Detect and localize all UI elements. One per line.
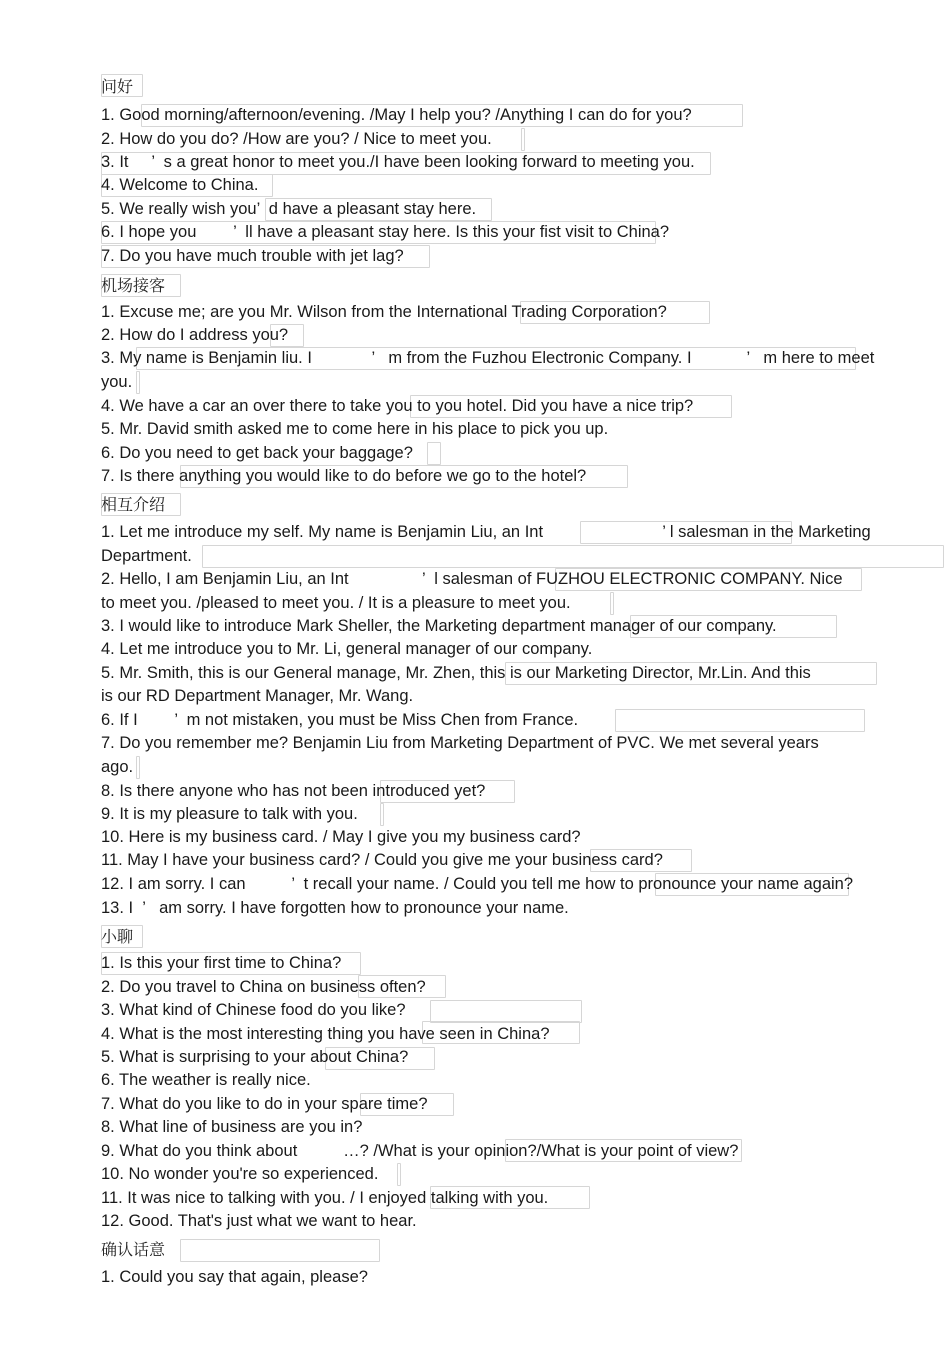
phrase-line: 10. No wonder you're so experienced. (101, 1165, 379, 1183)
phrase-line: 11. May I have your business card? / Could you give me your business card? (101, 851, 663, 869)
phrase-line: 3. My name is Benjamin liu. I ’ m from the Fuzhou Electronic Company. I ’ m here to meet (101, 349, 875, 367)
text-region-box (180, 1239, 380, 1262)
text-region-box (610, 592, 614, 615)
phrase-line: 7. Do you have much trouble with jet lag? (101, 247, 404, 265)
phrase-line: 7. What do you like to do in your spare time? (101, 1095, 428, 1113)
phrase-line: 2. Do you travel to China on business often? (101, 978, 426, 996)
text-region-box (521, 128, 525, 151)
phrase-line: Department. (101, 547, 192, 565)
phrase-line: 1. Is this your first time to China? (101, 954, 342, 972)
phrase-line: 3. I would like to introduce Mark Sheller, the Marketing department manager of our company. (101, 617, 777, 635)
phrase-line: 5. What is surprising to your about China? (101, 1048, 409, 1066)
text-region-box (136, 756, 140, 779)
text-region-box (397, 1163, 401, 1186)
phrase-line: 1. Excuse me; are you Mr. Wilson from the International Trading Corporation? (101, 303, 667, 321)
phrase-line: 5. Mr. David smith asked me to come here in his place to pick you up. (101, 420, 609, 438)
section-heading-greetings: 问好 (101, 77, 134, 96)
text-region-box (430, 1000, 582, 1023)
phrase-line: 9. It is my pleasure to talk with you. (101, 805, 358, 823)
phrase-line: 7. Is there anything you would like to do before we go to the hotel? (101, 467, 587, 485)
phrase-line: 4. Let me introduce you to Mr. Li, general manager of our company. (101, 640, 593, 658)
section-heading-confirm-meaning: 确认话意 (101, 1240, 166, 1259)
phrase-line: 7. Do you remember me? Benjamin Liu from Marketing Department of PVC. We met several years (101, 734, 819, 752)
phrase-line: 13. I ’ am sorry. I have forgotten how to pronounce your name. (101, 899, 569, 917)
phrase-line: to meet you. /pleased to meet you. / It is a pleasure to meet you. (101, 594, 571, 612)
section-heading-small-talk: 小聊 (101, 927, 134, 946)
phrase-line: 2. Hello, I am Benjamin Liu, an Int ’ l salesman of FUZHOU ELECTRONIC COMPANY. Nice (101, 570, 843, 588)
phrase-line: 5. We really wish you’ d have a pleasant stay here. (101, 200, 477, 218)
text-region-box (615, 709, 865, 732)
text-region-box (427, 442, 441, 465)
phrase-line: 1. Could you say that again, please? (101, 1268, 368, 1286)
phrase-line: 4. Welcome to China. (101, 176, 259, 194)
phrase-line: 6. Do you need to get back your baggage? (101, 444, 413, 462)
phrase-line: you. (101, 373, 133, 391)
phrase-line: 11. It was nice to talking with you. / I enjoyed talking with you. (101, 1189, 549, 1207)
text-region-box (380, 803, 384, 826)
phrase-line: 6. The weather is really nice. (101, 1071, 311, 1089)
text-region-box (202, 545, 944, 568)
phrase-line: ago. (101, 758, 134, 776)
phrase-line: 6. If I ’ m not mistaken, you must be Miss Chen from France. (101, 711, 579, 729)
phrase-line: 2. How do you do? /How are you? / Nice to meet you. (101, 130, 492, 148)
phrase-line: 3. What kind of Chinese food do you like? (101, 1001, 406, 1019)
phrase-line: 8. What line of business are you in? (101, 1118, 363, 1136)
section-heading-introductions: 相互介绍 (101, 495, 166, 514)
phrase-line: 4. What is the most interesting thing you have seen in China? (101, 1025, 550, 1043)
phrase-line: 8. Is there anyone who has not been introduced yet? (101, 782, 486, 800)
phrase-line: 5. Mr. Smith, this is our General manage, Mr. Zhen, this is our Marketing Director, Mr.Lin. And this (101, 664, 811, 682)
phrase-line: 1. Good morning/afternoon/evening. /May I help you? /Anything I can do for you? (101, 106, 692, 124)
phrase-line: 1. Let me introduce my self. My name is Benjamin Liu, an Int ’ l salesman in the Marketing (101, 523, 871, 541)
phrase-line: 4. We have a car an over there to take you to you hotel. Did you have a nice trip? (101, 397, 694, 415)
phrase-line: is our RD Department Manager, Mr. Wang. (101, 687, 414, 705)
phrase-line: 12. Good. That's just what we want to hear. (101, 1212, 417, 1230)
phrase-line: 3. It ’ s a great honor to meet you./I have been looking forward to meeting you. (101, 153, 695, 171)
phrase-line: 6. I hope you ’ ll have a pleasant stay here. Is this your fist visit to China? (101, 223, 670, 241)
section-heading-airport-reception: 机场接客 (101, 276, 166, 295)
phrase-line: 12. I am sorry. I can ’ t recall your name. / Could you tell me how to pronounce your name again? (101, 875, 854, 893)
text-region-box (136, 371, 140, 394)
phrase-line: 10. Here is my business card. / May I give you my business card? (101, 828, 581, 846)
phrase-line: 2. How do I address you? (101, 326, 289, 344)
phrase-line: 9. What do you think about …? /What is your opinion?/What is your point of view? (101, 1142, 739, 1160)
